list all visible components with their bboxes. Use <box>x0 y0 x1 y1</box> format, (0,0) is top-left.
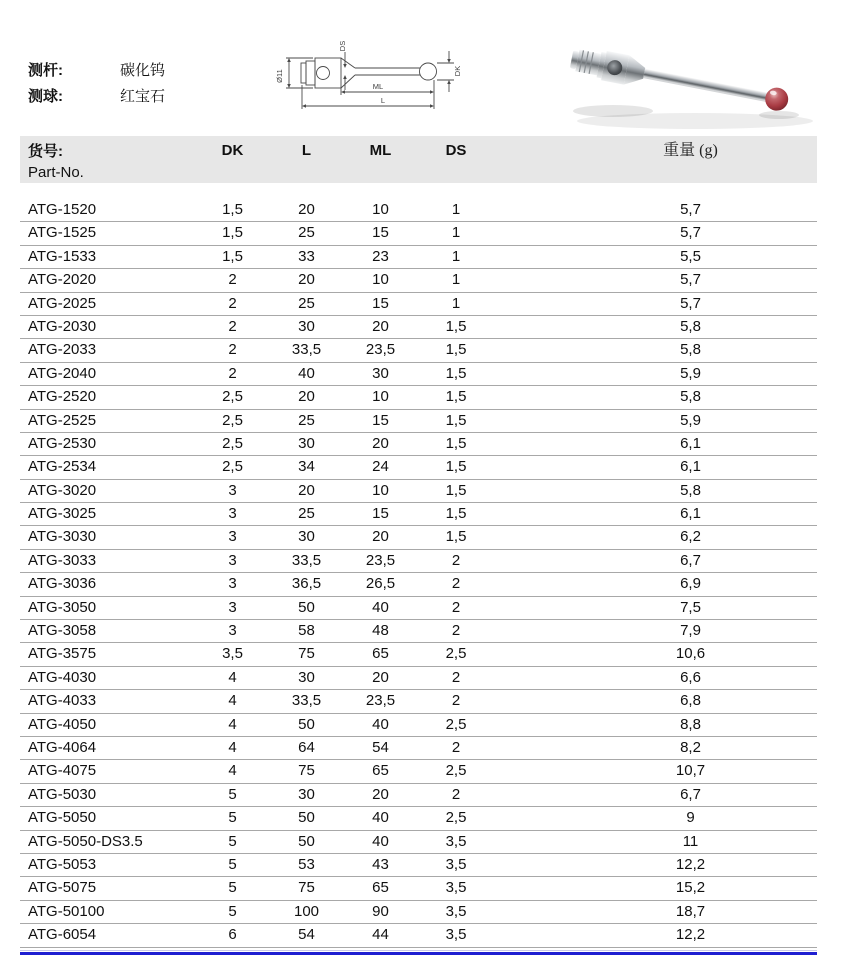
part-no-cell: ATG-4064 <box>28 738 97 756</box>
weight-cell: 9 <box>686 809 695 827</box>
l-cell: 36,5 <box>291 575 322 593</box>
weight-cell: 6,6 <box>680 668 701 686</box>
l-cell: 30 <box>298 785 315 803</box>
weight-cell: 6,8 <box>680 692 701 710</box>
dk-cell: 3 <box>228 505 237 523</box>
dk-cell: 2,5 <box>222 411 243 429</box>
part-no-cell: ATG-3050 <box>28 598 97 616</box>
table-row <box>20 316 817 339</box>
header-part-no-zh: 货号: <box>28 143 63 160</box>
part-no-cell: ATG-2020 <box>28 271 97 289</box>
ds-cell: 1,5 <box>445 505 467 523</box>
table-row <box>20 807 817 830</box>
part-no-cell: ATG-1525 <box>28 224 97 242</box>
table-row <box>20 737 817 760</box>
l-cell: 33,5 <box>291 551 322 569</box>
ds-cell: 2,5 <box>445 645 467 663</box>
ml-cell: 40 <box>372 809 389 827</box>
dk-cell: 2,5 <box>222 434 243 452</box>
material-specs <box>28 58 165 110</box>
table-row <box>20 784 817 807</box>
weight-cell: 5,7 <box>680 201 701 218</box>
table-row <box>20 573 817 596</box>
ds-cell: 1,5 <box>445 434 467 452</box>
ds-cell: 1,5 <box>445 341 467 359</box>
ml-cell: 23,5 <box>365 341 396 359</box>
l-cell: 33,5 <box>291 692 322 710</box>
table-row <box>20 269 817 292</box>
dk-cell: 6 <box>228 926 237 944</box>
l-cell: 30 <box>298 668 315 686</box>
table-row <box>20 456 817 479</box>
table-row <box>20 924 817 947</box>
spec-row-ball <box>28 84 165 110</box>
table-row <box>20 339 817 362</box>
dk-cell: 3 <box>228 598 237 616</box>
dk-cell: 5 <box>228 832 237 850</box>
table-row <box>20 246 817 269</box>
dk-cell: 2,5 <box>222 388 243 406</box>
ml-cell: 40 <box>372 598 389 616</box>
weight-cell: 6,9 <box>680 575 701 593</box>
ml-cell: 20 <box>372 668 389 686</box>
ml-cell: 10 <box>372 201 389 218</box>
part-no-cell: ATG-3025 <box>28 505 97 523</box>
part-no-cell: ATG-2040 <box>28 364 97 382</box>
table-body <box>20 199 817 948</box>
ds-cell: 1,5 <box>445 388 467 406</box>
part-no-cell: ATG-5050 <box>28 809 97 827</box>
ml-cell: 26,5 <box>365 575 396 593</box>
ds-cell: 2,5 <box>445 715 467 733</box>
weight-cell: 5,8 <box>680 341 701 359</box>
ds-cell: 1 <box>451 294 461 312</box>
part-no-cell: ATG-2534 <box>28 458 97 476</box>
part-no-cell: ATG-3020 <box>28 481 97 499</box>
table-row <box>20 503 817 526</box>
part-no-cell: ATG-2025 <box>28 294 97 312</box>
table-header <box>20 136 817 183</box>
ml-cell: 15 <box>372 224 389 242</box>
part-no-cell: ATG-5075 <box>28 879 97 897</box>
table-row <box>20 433 817 456</box>
dk-cell: 1,5 <box>222 201 243 218</box>
part-no-cell: ATG-3030 <box>28 528 97 546</box>
table-row <box>20 410 817 433</box>
part-no-cell: ATG-1533 <box>28 247 97 265</box>
l-cell: 20 <box>298 271 315 289</box>
ml-cell: 20 <box>372 785 389 803</box>
ml-cell: 48 <box>372 622 389 640</box>
weight-cell: 6,1 <box>680 458 701 476</box>
part-no-cell: ATG-4033 <box>28 692 97 710</box>
dk-cell: 2 <box>228 341 237 359</box>
weight-cell: 7,5 <box>680 598 701 616</box>
weight-cell: 10,6 <box>675 645 706 663</box>
header-weight: 重量 (g) <box>663 142 718 159</box>
dk-cell: 4 <box>228 668 237 686</box>
table-row <box>20 831 817 854</box>
bottom-rule-accent <box>20 952 817 955</box>
ml-cell: 65 <box>372 879 389 897</box>
ds-cell: 1,5 <box>445 458 467 476</box>
part-no-cell: ATG-4050 <box>28 715 97 733</box>
weight-cell: 15,2 <box>675 879 706 897</box>
ml-cell: 23,5 <box>365 692 396 710</box>
dk-cell: 2 <box>228 364 237 382</box>
dk-cell: 5 <box>228 785 237 803</box>
table-row <box>20 854 817 877</box>
table-row <box>20 199 817 222</box>
shaft-label: 测杆: <box>28 62 63 79</box>
ml-cell: 44 <box>372 926 389 944</box>
dk-cell: 4 <box>228 762 237 780</box>
ml-cell: 23 <box>372 247 389 265</box>
header-ds: DS <box>445 142 467 159</box>
l-cell: 75 <box>298 762 315 780</box>
l-cell: 30 <box>298 434 315 452</box>
l-cell: 50 <box>298 832 315 850</box>
ds-cell: 2 <box>451 692 461 710</box>
ds-cell: 1,5 <box>445 411 467 429</box>
table-row <box>20 526 817 549</box>
l-cell: 58 <box>298 622 315 640</box>
table-row <box>20 690 817 713</box>
weight-cell: 7,9 <box>680 622 701 640</box>
weight-cell: 12,2 <box>675 926 706 944</box>
ds-cell: 2,5 <box>445 762 467 780</box>
l-cell: 54 <box>298 926 315 944</box>
part-no-cell: ATG-4075 <box>28 762 97 780</box>
dk-cell: 1,5 <box>222 247 243 265</box>
ml-cell: 15 <box>372 505 389 523</box>
weight-cell: 5,7 <box>680 224 701 242</box>
dk-cell: 4 <box>228 715 237 733</box>
ds-cell: 2 <box>451 622 461 640</box>
table-row <box>20 363 817 386</box>
ds-cell: 3,5 <box>445 926 467 944</box>
part-no-cell: ATG-2525 <box>28 411 97 429</box>
part-no-cell: ATG-2033 <box>28 341 97 359</box>
dk-cell: 3 <box>228 528 237 546</box>
l-cell: 50 <box>298 598 315 616</box>
ml-cell: 65 <box>372 762 389 780</box>
header-l: L <box>301 142 312 159</box>
diagram-label-ds: DS <box>338 40 347 52</box>
l-cell: 25 <box>298 411 315 429</box>
part-no-cell: ATG-3033 <box>28 551 97 569</box>
dk-cell: 5 <box>228 902 237 920</box>
table-row <box>20 222 817 245</box>
ds-cell: 1 <box>451 271 461 289</box>
dk-cell: 1,5 <box>222 224 243 242</box>
l-cell: 64 <box>298 738 315 756</box>
part-no-cell: ATG-2530 <box>28 434 97 452</box>
weight-cell: 6,7 <box>680 551 701 569</box>
ml-cell: 24 <box>372 458 389 476</box>
ds-cell: 2 <box>451 598 461 616</box>
ml-cell: 10 <box>372 271 389 289</box>
l-cell: 25 <box>298 294 315 312</box>
stylus-dimension-diagram <box>253 16 465 134</box>
ml-cell: 15 <box>372 294 389 312</box>
dk-cell: 3 <box>228 575 237 593</box>
weight-cell: 6,2 <box>680 528 701 546</box>
dk-cell: 3,5 <box>222 645 243 663</box>
weight-cell: 5,9 <box>680 364 701 382</box>
dk-cell: 3 <box>228 622 237 640</box>
dk-cell: 2,5 <box>222 458 243 476</box>
ds-cell: 1 <box>451 247 461 265</box>
shaft-value: 碳化钨 <box>120 62 166 79</box>
weight-cell: 8,8 <box>680 715 701 733</box>
ml-cell: 10 <box>372 481 389 499</box>
weight-cell: 5,7 <box>680 294 701 312</box>
l-cell: 20 <box>298 201 315 218</box>
table-row <box>20 760 817 783</box>
dk-cell: 5 <box>228 809 237 827</box>
ml-cell: 90 <box>372 902 389 920</box>
l-cell: 30 <box>298 528 315 546</box>
ds-cell: 1,5 <box>445 528 467 546</box>
l-cell: 33,5 <box>291 341 322 359</box>
dk-cell: 5 <box>228 879 237 897</box>
ml-cell: 30 <box>372 364 389 382</box>
spec-row-shaft <box>28 58 165 84</box>
ml-cell: 23,5 <box>365 551 396 569</box>
table-row <box>20 550 817 573</box>
weight-cell: 5,8 <box>680 388 701 406</box>
weight-cell: 8,2 <box>680 738 701 756</box>
part-no-cell: ATG-2030 <box>28 317 97 335</box>
l-cell: 100 <box>293 902 320 920</box>
diagram-label-ml: ML <box>372 82 384 91</box>
l-cell: 50 <box>298 809 315 827</box>
l-cell: 25 <box>298 505 315 523</box>
weight-cell: 18,7 <box>675 902 706 920</box>
weight-cell: 5,7 <box>680 271 701 289</box>
weight-cell: 5,5 <box>680 247 701 265</box>
header-dk: DK <box>221 142 244 159</box>
part-no-cell: ATG-3575 <box>28 645 97 663</box>
weight-cell: 6,1 <box>680 434 701 452</box>
ml-cell: 40 <box>372 832 389 850</box>
header-ml: ML <box>369 142 392 159</box>
l-cell: 50 <box>298 715 315 733</box>
part-no-cell: ATG-5030 <box>28 785 97 803</box>
part-no-cell: ATG-5053 <box>28 855 97 873</box>
table-row <box>20 293 817 316</box>
part-no-cell: ATG-3058 <box>28 622 97 640</box>
dk-cell: 4 <box>228 738 237 756</box>
part-no-cell: ATG-2520 <box>28 388 97 406</box>
part-no-cell: ATG-3036 <box>28 575 97 593</box>
weight-cell: 12,2 <box>675 855 706 873</box>
ml-cell: 10 <box>372 388 389 406</box>
ds-cell: 1,5 <box>445 364 467 382</box>
weight-cell: 11 <box>682 832 699 850</box>
dk-cell: 3 <box>228 551 237 569</box>
ml-cell: 20 <box>372 317 389 335</box>
l-cell: 40 <box>298 364 315 382</box>
weight-cell: 5,8 <box>680 481 701 499</box>
table-row <box>20 620 817 643</box>
l-cell: 20 <box>298 481 315 499</box>
ball-label: 测球: <box>28 88 63 105</box>
l-cell: 53 <box>298 855 315 873</box>
ds-cell: 3,5 <box>445 902 467 920</box>
ml-cell: 43 <box>372 855 389 873</box>
ds-cell: 2,5 <box>445 809 467 827</box>
part-no-cell: ATG-6054 <box>28 926 97 944</box>
weight-cell: 6,7 <box>680 785 701 803</box>
stylus-product-photo <box>565 25 857 143</box>
ml-cell: 20 <box>372 434 389 452</box>
weight-cell: 5,8 <box>680 317 701 335</box>
ds-cell: 1 <box>451 201 461 218</box>
ds-cell: 2 <box>451 738 461 756</box>
table-row <box>20 901 817 924</box>
ml-cell: 54 <box>372 738 389 756</box>
l-cell: 25 <box>298 224 315 242</box>
dk-cell: 2 <box>228 271 237 289</box>
table-row <box>20 386 817 409</box>
dk-cell: 2 <box>228 317 237 335</box>
ml-cell: 40 <box>372 715 389 733</box>
ds-cell: 1,5 <box>445 317 467 335</box>
diagram-label-l: L <box>380 96 386 105</box>
l-cell: 34 <box>298 458 315 476</box>
part-no-cell: ATG-5050-DS3.5 <box>28 832 143 850</box>
part-no-cell: ATG-4030 <box>28 668 97 686</box>
weight-cell: 5,9 <box>680 411 701 429</box>
bottom-rule-light <box>20 950 817 951</box>
table-row <box>20 480 817 503</box>
ds-cell: 3,5 <box>445 832 467 850</box>
table-row <box>20 597 817 620</box>
l-cell: 75 <box>298 645 315 663</box>
ml-cell: 65 <box>372 645 389 663</box>
ds-cell: 3,5 <box>445 855 467 873</box>
l-cell: 20 <box>298 388 315 406</box>
ds-cell: 2 <box>451 668 461 686</box>
dk-cell: 5 <box>228 855 237 873</box>
l-cell: 75 <box>298 879 315 897</box>
ball-value: 红宝石 <box>120 88 166 105</box>
ds-cell: 2 <box>451 785 461 803</box>
weight-cell: 6,1 <box>680 505 701 523</box>
ds-cell: 3,5 <box>445 879 467 897</box>
part-no-cell: ATG-50100 <box>28 902 105 920</box>
table-row <box>20 714 817 737</box>
ds-cell: 2 <box>451 551 461 569</box>
part-no-cell: ATG-1520 <box>28 201 97 218</box>
ml-cell: 15 <box>372 411 389 429</box>
l-cell: 33 <box>298 247 315 265</box>
diagram-label-shank-dia: Ø11 <box>275 69 284 83</box>
header-part-no <box>20 141 195 183</box>
ds-cell: 1 <box>451 224 461 242</box>
ds-cell: 2 <box>451 575 461 593</box>
ml-cell: 20 <box>372 528 389 546</box>
dk-cell: 3 <box>228 481 237 499</box>
l-cell: 30 <box>298 317 315 335</box>
weight-cell: 10,7 <box>675 762 706 780</box>
header-part-no-en: Part-No. <box>28 164 84 181</box>
table-row <box>20 877 817 900</box>
table-row <box>20 667 817 690</box>
dk-cell: 4 <box>228 692 237 710</box>
dk-cell: 2 <box>228 294 237 312</box>
diagram-label-dk: DK <box>453 65 462 77</box>
ds-cell: 1,5 <box>445 481 467 499</box>
table-row <box>20 643 817 666</box>
